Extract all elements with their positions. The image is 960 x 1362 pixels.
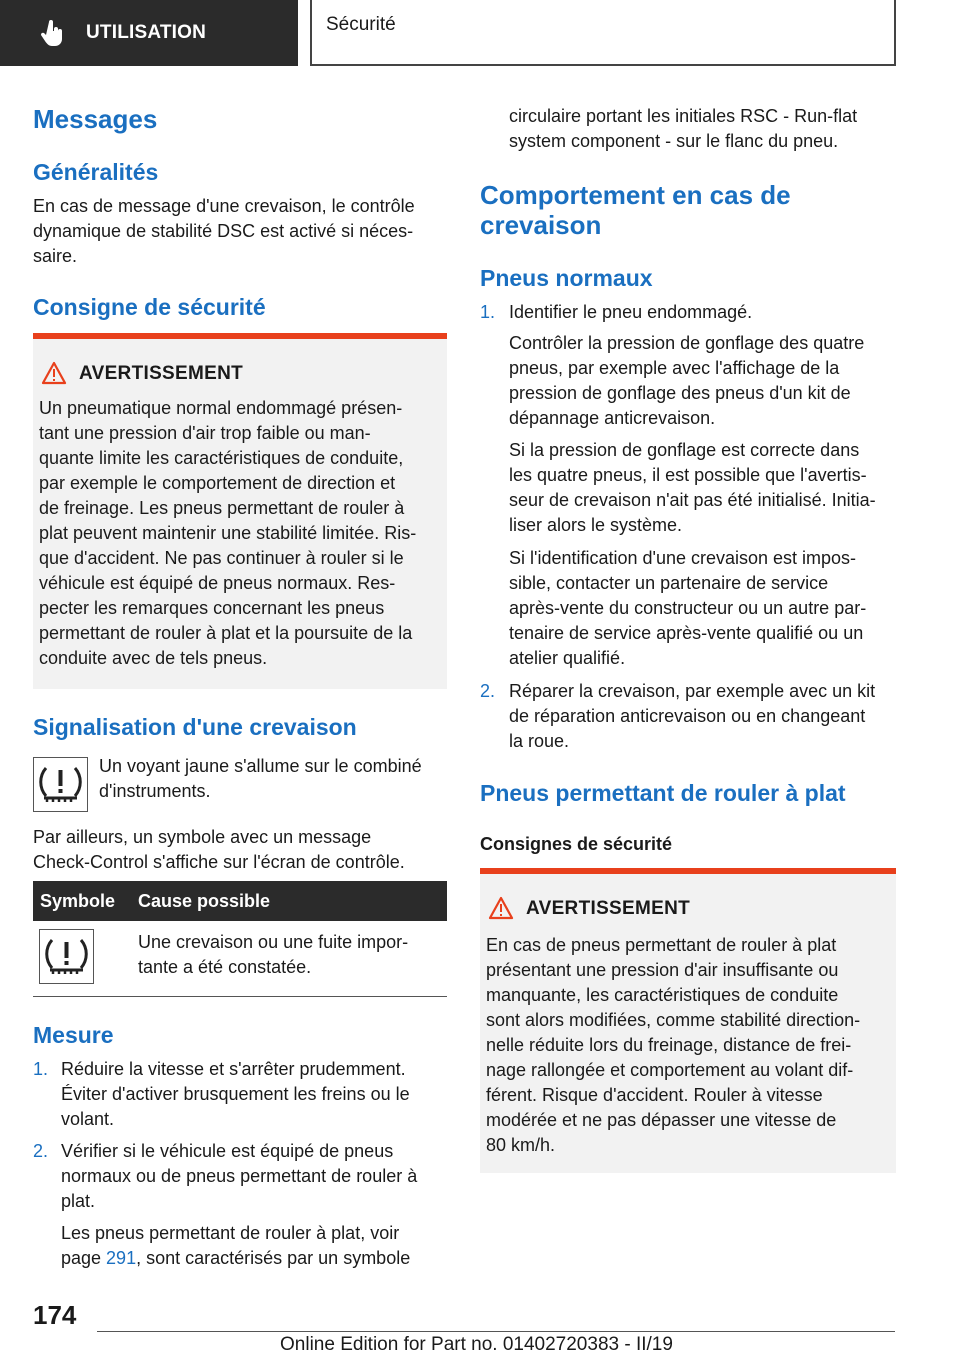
signalisation-text: Un voyant jaune s'allume sur le combiné d'instruments. (99, 756, 422, 801)
mesure-heading: Mesure (33, 1022, 114, 1048)
table-cell-cause: Une crevaison ou une fuite impor- tante a été constatée. (138, 932, 409, 977)
list-number: 1. (33, 1059, 49, 1079)
warning-text: Un pneumatique normal endommagé présen- tant une pression d'air trop faible ou man- quante limite les caractéristiques de conduite, par exemple le comportement de direction et de freinage. Les pneus permettant de rouler à plat peuvent maintenir une stabilité limitée. Ris- que d'accident. Ne pas continuer à rouler si le véhicule est équipé de pneus normaux. Res- pecter les remarques concernant les pneus permettant de rouler à plat et la poursuite de la conduite avec de tels pneus. (39, 398, 417, 668)
list-item: Réparer la crevaison, par exemple avec un kit de réparation anticrevaison ou en changeant la roue. (509, 681, 876, 751)
edition-text: Online Edition for Part no. 01402720383 - II/19 (280, 1334, 673, 1355)
warning-text: En cas de pneus permettant de rouler à plat présentant une pression d'air insuffisante ou manquante, les caractéristiques de conduite sont alors modifiées, comme stabilité direction- nelle réduite lors du freinage, distance de frei- nage rallongée et comportement au volant dif- férent. Risque d'accident. Rouler à vitesse modérée et ne pas dépasser une vitesse de 80 km/h. (486, 935, 861, 1155)
page-link[interactable]: 291 (106, 1248, 137, 1268)
table-row (33, 921, 447, 997)
warning-triangle-icon (41, 361, 67, 385)
list-number: 1. (480, 302, 496, 322)
warning-triangle-icon (488, 896, 514, 920)
generalites-text: En cas de message d'une crevaison, le contrôle dynamique de stabilité DSC est activé si néces- saire. (33, 196, 415, 266)
list-subparagraph: Si la pression de gonflage est correcte dans les quatre pneus, il est possible que l'avertis- seur de crevaison n'ait pas été initialisé. Initia- liser alors le système. (509, 440, 876, 535)
warning-box (480, 868, 896, 1173)
consignes-heading: Consignes de sécurité (480, 834, 673, 854)
list-item: Vérifier si le véhicule est équipé de pneus normaux ou de pneus permettant de rouler à plat. (61, 1141, 418, 1211)
signalisation-para: Par ailleurs, un symbole avec un message Check-Control s'affiche sur l'écran de contrôle. (33, 827, 405, 872)
chapter-label: UTILISATION (86, 22, 207, 43)
comportement-heading: Comportement en cas de crevaison (480, 180, 791, 240)
consigne-heading: Consigne de sécurité (33, 294, 266, 320)
signalisation-heading: Signalisation d'une crevaison (33, 714, 357, 740)
chapter-tab (0, 0, 298, 66)
table-header (33, 881, 447, 921)
tpms-warning-icon (33, 757, 88, 812)
tpms-warning-icon (39, 929, 94, 984)
warning-title: AVERTISSEMENT (79, 363, 244, 384)
list-subparagraph: Les pneus permettant de rouler à plat, voir page 291, sont caractérisés par un symbole (61, 1223, 411, 1268)
symbol-table (33, 881, 447, 997)
continued-text: circulaire portant les initiales RSC - Run-flat system component - sur le flanc du pneu. (509, 106, 858, 151)
list-subparagraph: Contrôler la pression de gonflage des quatre pneus, par exemple avec l'affichage de la pression de gonflage des pneus d'un kit de dépannage anticrevaison. (509, 333, 865, 428)
generalites-heading: Généralités (33, 159, 159, 185)
list-item: Identifier le pneu endommagé. (509, 302, 753, 322)
section-tab (310, 0, 896, 66)
list-subparagraph: Si l'identification d'une crevaison est impos- sible, contacter un partenaire de service après-vente du constructeur ou un autre par- tenaire de service après-vente qualifié ou un atelier qualifié. (509, 548, 867, 668)
col-cause-header: Cause possible (138, 891, 271, 911)
warning-title: AVERTISSEMENT (526, 898, 691, 919)
runflat-heading: Pneus permettant de rouler à plat (480, 780, 846, 806)
list-item: Réduire la vitesse et s'arrêter prudemment. Éviter d'activer brusquement les freins ou le volant. (61, 1059, 410, 1129)
pneus-normaux-heading: Pneus normaux (480, 265, 653, 291)
list-number: 2. (480, 681, 496, 701)
page-number: 174 (33, 1300, 77, 1330)
warning-box (33, 333, 447, 689)
messages-heading: Messages (33, 104, 158, 134)
list-number: 2. (33, 1141, 49, 1161)
footer-divider (97, 1331, 895, 1332)
page-header (0, 0, 960, 66)
col-symbol-header: Symbole (40, 891, 116, 911)
hand-pointer-icon (40, 20, 66, 46)
section-label: Sécurité (326, 14, 396, 35)
